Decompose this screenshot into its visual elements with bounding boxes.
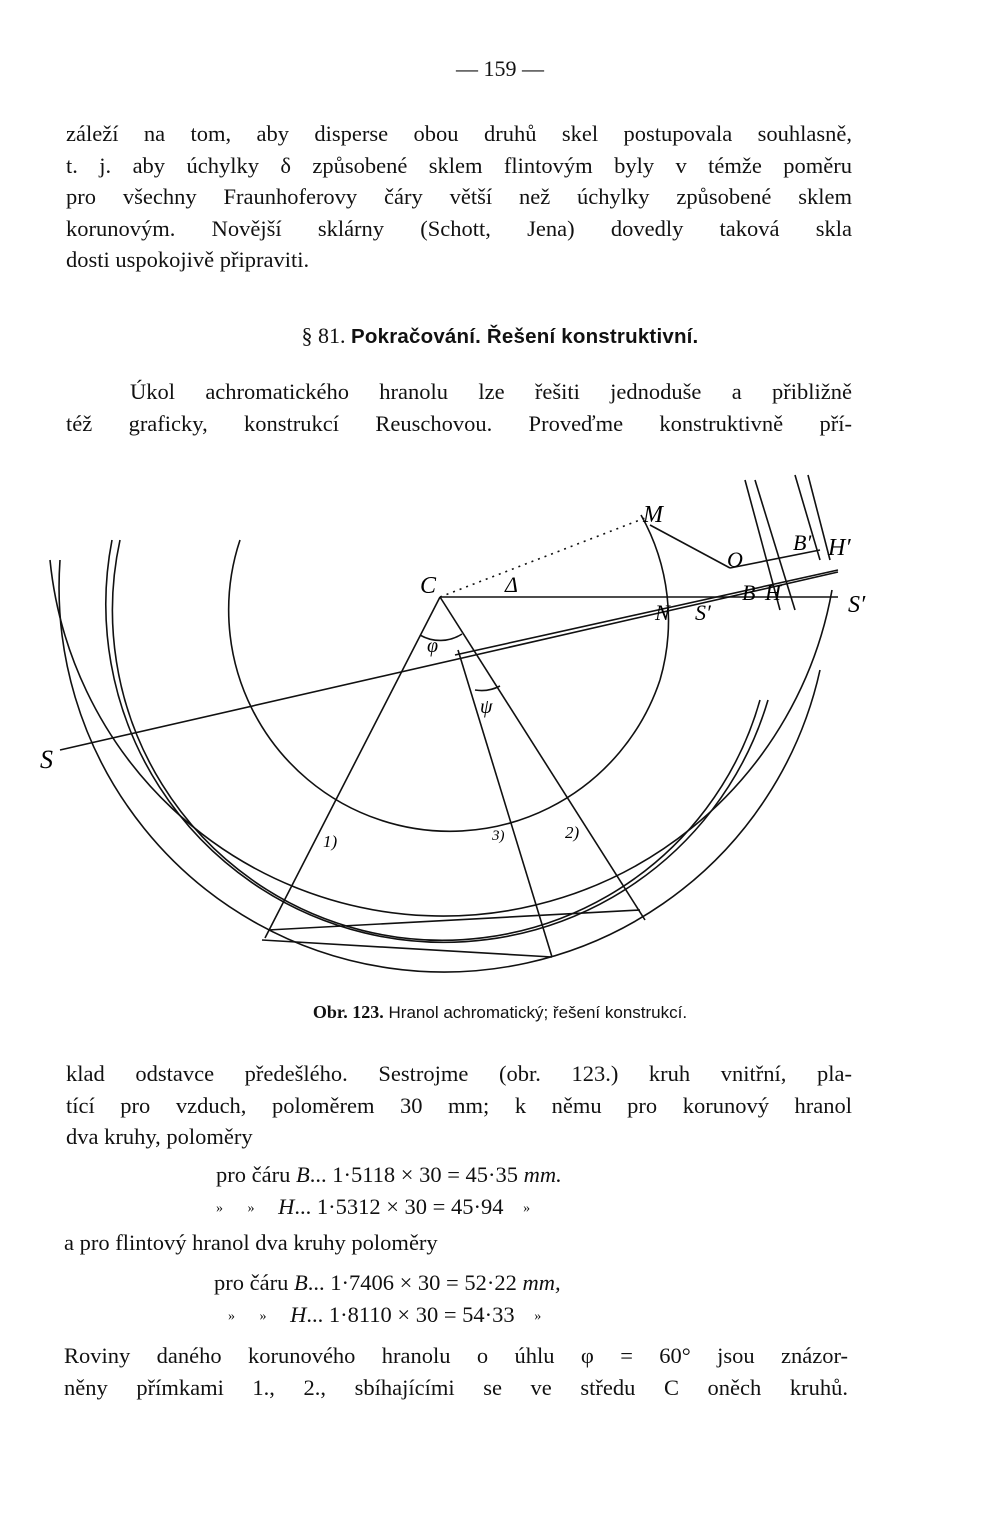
text-line: klad odstavce předešlého. Sestrojme (obr. 123.) kruh vnitřní, pla- [66, 1061, 852, 1086]
section-heading [0, 323, 1000, 349]
label-b: B [742, 580, 756, 605]
equation-expr: ... 1·7406 × 30 = 52·22 [307, 1270, 517, 1295]
paragraph-dispersion [66, 118, 852, 276]
text-line: dosti uspokojivě připraviti. [66, 247, 310, 272]
incident-ray [60, 572, 838, 750]
label-m: M [643, 502, 663, 528]
section-number: § 81. [301, 323, 346, 348]
text-line: Úkol achromatického hranolu lze řešiti jednoduše a přibližně [130, 379, 852, 404]
label-delta: Δ [505, 572, 518, 597]
caption-label: Obr. 123. [312, 1002, 384, 1022]
text-line: t. j. aby úchylky δ způsobené sklem flintovým byly v témže poměru [66, 152, 852, 178]
section-title: Pokračování. Řešení konstruktivní. [351, 325, 699, 348]
label-phi: φ [427, 635, 439, 657]
label-n: N [655, 600, 670, 625]
figure-caption [0, 1002, 1000, 1023]
label-h-prime: H′ [828, 535, 851, 561]
text-line: něny přímkami 1., 2., sbíhajícími se ve středu C oněch kruhů. [64, 1374, 848, 1400]
label-line-2: 2) [565, 823, 580, 842]
text-line: též graficky, konstrukcí Reuschovou. Proveďme konstruktivně pří- [66, 410, 852, 436]
equation-expr: ... 1·5312 × 30 = 45·94 [294, 1194, 504, 1219]
label-o: O [727, 547, 743, 572]
label-psi: ψ [480, 696, 493, 718]
label-b-prime: B′ [793, 530, 812, 555]
equation-unit: » [534, 1309, 542, 1324]
label-s-prime-inner: S′ [695, 600, 711, 625]
equation-crown-b [216, 1162, 562, 1188]
equation-expr: ... 1·5118 × 30 = 45·35 [309, 1162, 518, 1187]
equation-crown-h [216, 1194, 530, 1220]
paragraph-construction [66, 1058, 852, 1153]
text-line: dva kruhy, poloměry [66, 1124, 253, 1149]
flint-circle-h [50, 560, 832, 916]
equation-line: H [290, 1302, 307, 1327]
flint-intro: a pro flintový hranol dva kruhy poloměry [64, 1230, 438, 1255]
label-s: S [40, 745, 53, 774]
equation-line: H [278, 1194, 295, 1219]
paragraph-task [66, 376, 852, 439]
equation-prefix: » » [228, 1309, 267, 1324]
equation-unit: mm. [523, 1162, 562, 1187]
equation-unit: » [523, 1201, 531, 1216]
label-c: C [420, 573, 437, 599]
text-line: korunovým. Novější sklárny (Schott, Jena) dovedly taková skla [66, 215, 852, 241]
caption-text: Hranol achromatický; řešení konstrukcí. [388, 1003, 688, 1022]
label-h: H [765, 580, 781, 605]
label-s-prime-outer: S′ [848, 592, 866, 618]
equation-prefix: pro čáru [214, 1270, 289, 1295]
equation-prefix: » » [216, 1201, 255, 1216]
text-line: záleží na tom, aby disperse obou druhů skel postupovala souhlasně, [66, 121, 852, 146]
equation-flint-b [214, 1270, 561, 1296]
label-line-3: 3) [492, 828, 505, 844]
label-line-1: 1) [323, 832, 338, 851]
text-line: tící pro vzduch, poloměrem 30 mm; k němu pro korunový hranol [66, 1092, 852, 1118]
equation-line: B [293, 1270, 308, 1295]
text-line: Roviny daného korunového hranolu o úhlu φ = 60° jsou znázor- [64, 1343, 848, 1368]
text-line: pro všechny Fraunhoferovy čáry větší než úchylky způsobené sklem [66, 184, 852, 209]
equation-line: B [295, 1162, 310, 1187]
paragraph-planes [64, 1340, 848, 1403]
page-number: — 159 — [456, 56, 544, 81]
equation-prefix: pro čáru [216, 1162, 291, 1187]
equation-flint-h [228, 1302, 541, 1328]
construction-diagram [0, 460, 1000, 1000]
plane-line-1 [265, 597, 440, 938]
inner-circle [229, 540, 660, 831]
figure-123 [0, 460, 1000, 1000]
equation-expr: ... 1·8110 × 30 = 54·33 [306, 1302, 515, 1327]
equation-unit: mm, [522, 1270, 561, 1295]
